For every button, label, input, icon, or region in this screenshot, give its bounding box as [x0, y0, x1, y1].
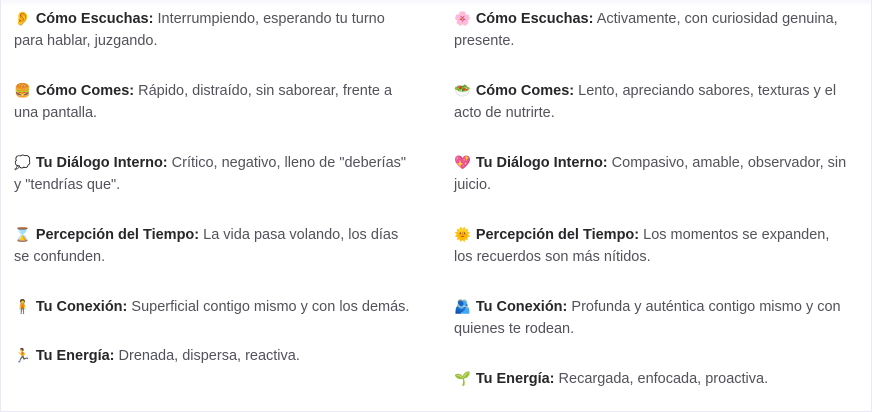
entry-text: Crítico, negativo, lleno de "deberías" y "tendrías que".: [14, 154, 407, 194]
thought-balloon-icon: 💭: [14, 154, 31, 171]
column-automatic-mode: [0, 8, 436, 390]
entry-label: Tu Energía:: [35, 348, 115, 365]
entry-text: Superficial contigo mismo y con los demás.: [127, 298, 410, 315]
entry-label: Cómo Comes:: [475, 82, 575, 99]
column-conscious-mode: [436, 8, 872, 390]
entry-text: Compasivo, amable, observador, sin juicio.: [454, 154, 847, 194]
list-item: [454, 8, 848, 53]
running-person-icon: 🏃: [14, 348, 31, 365]
entry-label: Tu Diálogo Interno:: [475, 154, 608, 171]
list-item: [454, 224, 848, 269]
entry-text: Profunda y auténtica contigo mismo y con quienes te rodean.: [454, 298, 841, 338]
entry-label: Cómo Escuchas:: [35, 11, 154, 27]
entry-text: La vida pasa volando, los días se confunden.: [14, 226, 399, 266]
salad-icon: 🥗: [454, 82, 471, 99]
two-hearts-icon: 💖: [454, 154, 471, 171]
list-item: [454, 80, 848, 125]
list-item: [454, 152, 848, 197]
seedling-icon: 🌱: [454, 370, 471, 387]
entry-text: Drenada, dispersa, reactiva.: [114, 348, 300, 365]
entry-label: Tu Diálogo Interno:: [35, 154, 168, 171]
entry-label: Percepción del Tiempo:: [35, 226, 200, 243]
entry-label: Cómo Escuchas:: [475, 11, 594, 27]
entry-text: Lento, apreciando sabores, texturas y el acto de nutrirte.: [454, 82, 837, 122]
entry-label: Tu Energía:: [475, 370, 555, 387]
sun-icon: 🌞: [454, 226, 471, 243]
comparison-columns: [0, 8, 872, 390]
entry-label: Tu Conexión:: [475, 298, 568, 315]
people-hugging-icon: 🫂: [454, 298, 471, 315]
list-item: [14, 8, 412, 53]
entry-text: Interrumpiendo, esperando tu turno para hablar, juzgando.: [14, 11, 385, 50]
ear-icon: 👂: [14, 11, 31, 27]
list-item: [14, 152, 412, 197]
list-item: [14, 345, 412, 367]
entry-label: Percepción del Tiempo:: [475, 226, 640, 243]
person-standing-icon: 🧍: [14, 298, 31, 315]
list-item: [454, 368, 848, 390]
entry-text: Los momentos se expanden, los recuerdos son más nítidos.: [454, 226, 830, 266]
list-item: [14, 224, 412, 269]
cherry-blossom-icon: 🌸: [454, 11, 471, 27]
left-border-rule: [0, 0, 1, 412]
entry-text: Activamente, con curiosidad genuina, presente.: [454, 11, 838, 50]
list-item: [454, 296, 848, 341]
entry-label: Cómo Comes:: [35, 82, 135, 99]
fast-food-icon: 🍔: [14, 82, 31, 99]
entry-label: Tu Conexión:: [35, 298, 128, 315]
entry-text: Rápido, distraído, sin saborear, frente a una pantalla.: [14, 82, 393, 122]
top-fade-divider: [0, 0, 872, 6]
list-item: [14, 80, 412, 125]
list-item: [14, 296, 412, 318]
hourglass-icon: ⌛: [14, 226, 31, 243]
entry-text: Recargada, enfocada, proactiva.: [554, 370, 769, 387]
